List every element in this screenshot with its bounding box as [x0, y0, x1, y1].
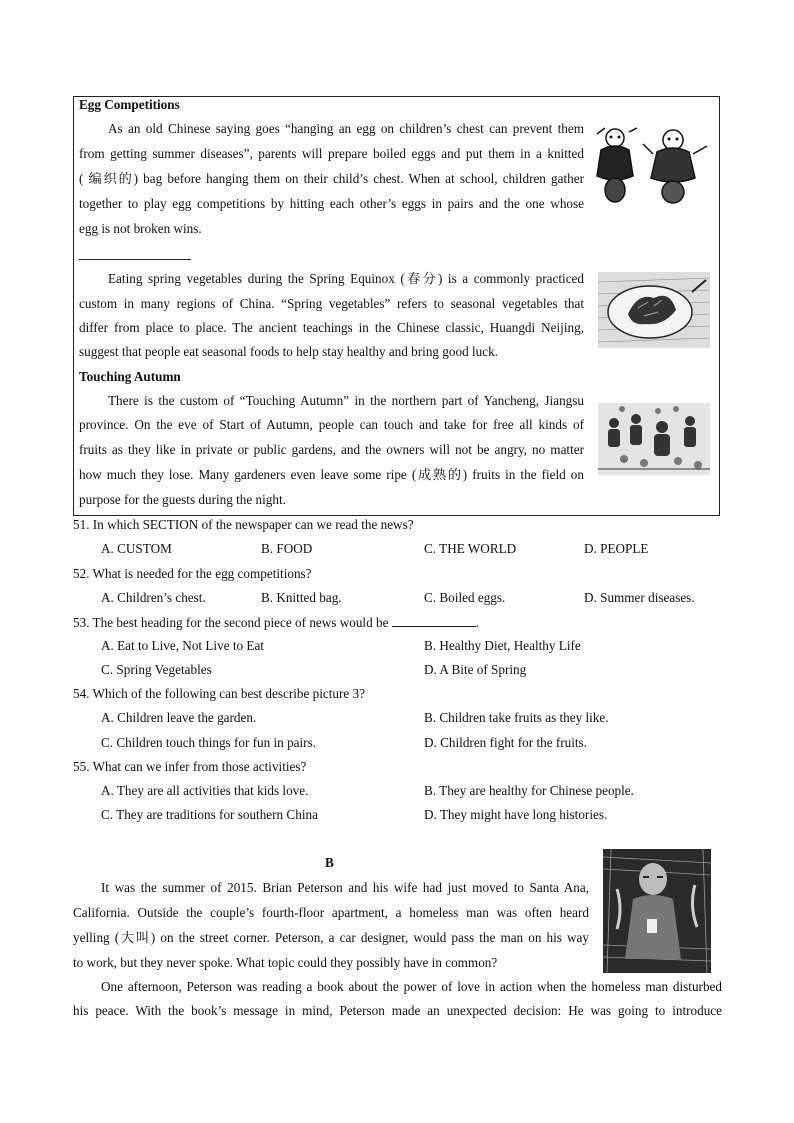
- children-garden-picture: [598, 403, 710, 475]
- q53-stem-text: 53. The best heading for the second piece of news would be: [73, 615, 389, 630]
- spring-line-1: Eating spring vegetables during the Spring Equinox (春分) is a commonly practiced: [108, 271, 584, 286]
- q53-option-b: B. Healthy Diet, Healthy Life: [424, 638, 581, 653]
- q54-option-c: C. Children touch things for fun in pairs.: [101, 735, 317, 750]
- b-para1-line-1: It was the summer of 2015. Brian Peterson and his wife had just moved to Santa Ana,: [101, 880, 589, 895]
- q55-option-b: B. They are healthy for Chinese people.: [424, 783, 634, 798]
- b-para1-line-4: to work, but they never spoke. What topic could they possibly have in common?: [73, 955, 498, 970]
- q53-answer-blank: [392, 614, 476, 627]
- q54-option-b: B. Children take fruits as they like.: [424, 710, 609, 725]
- question-51-stem: 51. In which SECTION of the newspaper can we read the news?: [73, 517, 414, 532]
- q52-option-a: A. Children’s chest.: [101, 590, 206, 605]
- egg-line-5: egg is not broken wins.: [79, 221, 202, 236]
- spring-line-4: suggest that people eat seasonal foods to help stay healthy and bring good luck.: [79, 344, 498, 359]
- autumn-heading: Touching Autumn: [79, 369, 181, 384]
- q51-option-c: C. THE WORLD: [424, 541, 517, 556]
- autumn-line-1: There is the custom of “Touching Autumn” in the northern part of Yancheng, Jiangsu: [108, 393, 584, 408]
- heading-blank-line: [79, 259, 191, 260]
- question-52-stem: 52. What is needed for the egg competitions?: [73, 566, 312, 581]
- egg-line-2: from getting summer diseases”, parents will prepare boiled eggs and put them in a knitted: [79, 146, 584, 161]
- autumn-line-2: province. On the eve of Start of Autumn, people can touch and take for free all kinds of: [79, 417, 584, 432]
- q52-option-d: D. Summer diseases.: [584, 590, 695, 605]
- q55-option-a: A. They are all activities that kids love.: [101, 783, 309, 798]
- egg-heading: Egg Competitions: [79, 97, 180, 112]
- spring-line-3: differ from place to place. The ancient teachings in the Chinese classic, Huangdi Neijing,: [79, 320, 584, 335]
- autumn-line-3: fruits as they like in private or public gardens, and the owners will not be angry, no matter: [79, 442, 584, 457]
- question-55-stem: 55. What can we infer from those activities?: [73, 759, 307, 774]
- q51-option-d: D. PEOPLE: [584, 541, 649, 556]
- homeless-man-picture: [603, 849, 711, 973]
- q55-option-d: D. They might have long histories.: [424, 807, 608, 822]
- q52-option-c: C. Boiled eggs.: [424, 590, 506, 605]
- b-para1-line-2: California. Outside the couple’s fourth-floor apartment, a homeless man was often heard: [73, 905, 589, 920]
- egg-line-3: ( 编织的) bag before hanging them on their child’s chest. When at school, children gather: [79, 171, 584, 186]
- question-53-stem: 53. The best heading for the second piece of news would be .: [73, 615, 480, 630]
- b-para2-line-2: his peace. With the book’s message in mind, Peterson made an unexpected decision: He was going to introduce: [73, 1003, 722, 1018]
- egg-line-1: As an old Chinese saying goes “hanging an egg on children’s chest can prevent them: [108, 121, 584, 136]
- section-b-label: B: [325, 855, 334, 870]
- q52-option-b: B. Knitted bag.: [261, 590, 342, 605]
- egg-bag-children-picture: [593, 124, 711, 206]
- spring-line-2: custom in many regions of China. “Spring vegetables” refers to seasonal vegetables that: [79, 296, 584, 311]
- q53-option-a: A. Eat to Live, Not Live to Eat: [101, 638, 264, 653]
- question-54-stem: 54. Which of the following can best describe picture 3?: [73, 686, 365, 701]
- vegetable-plate-picture: [598, 272, 710, 348]
- q54-option-d: D. Children fight for the fruits.: [424, 735, 587, 750]
- egg-line-4: together to play egg competitions by hitting each other’s eggs in pairs and the one whose: [79, 196, 584, 211]
- q51-option-a: A. CUSTOM: [101, 541, 172, 556]
- q53-option-d: D. A Bite of Spring: [424, 662, 527, 677]
- q54-option-a: A. Children leave the garden.: [101, 710, 257, 725]
- q55-option-c: C. They are traditions for southern China: [101, 807, 318, 822]
- q53-option-c: C. Spring Vegetables: [101, 662, 212, 677]
- q51-option-b: B. FOOD: [261, 541, 313, 556]
- b-para1-line-3: yelling (大叫) on the street corner. Peterson, a car designer, would pass the man on his way: [73, 930, 589, 945]
- autumn-line-4: how much they lose. Many gardeners even leave some ripe (成熟的) fruits in the field on: [79, 467, 584, 482]
- b-para2-line-1: One afternoon, Peterson was reading a book about the power of love in action when the homeless man disturbed: [101, 979, 722, 994]
- autumn-line-5: purpose for the guests during the night.: [79, 492, 286, 507]
